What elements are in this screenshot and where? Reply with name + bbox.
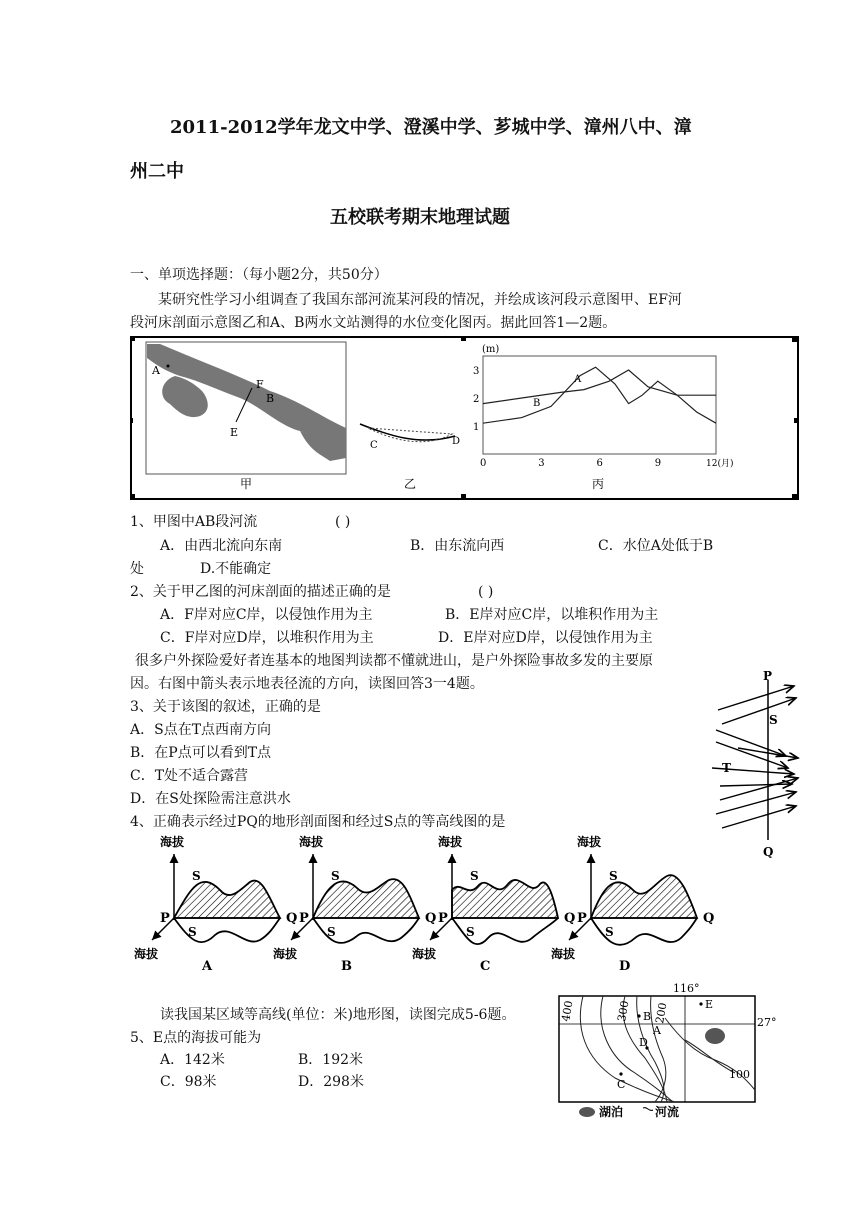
section-heading: 一、单项选择题：（每小题2分，共50分） [130,267,388,283]
q1-option-b: B．由东流向西 [410,538,505,554]
label-d: D [452,436,461,447]
profile-ylabel-bottom: 海拔 [412,947,437,961]
profile-q: Q [703,911,715,926]
q1-option-c-cont: 处 [130,561,144,577]
profile-ylabel-bottom: 海拔 [551,947,576,961]
profile-s-bottom: S [605,925,614,939]
y-tick-label: 3 [473,366,480,377]
profile-ylabel-bottom: 海拔 [273,947,298,961]
x-tick-label: 6 [596,458,603,469]
panel-jia-label: 甲 [240,477,253,491]
profile-ylabel-bottom: 海拔 [134,947,159,961]
profile-s-bottom: S [188,925,197,939]
q2-paren: ( ) [478,584,494,600]
y-tick-label: 1 [473,422,480,433]
q3-option-a: A．S点在T点西南方向 [130,722,272,738]
profile-letter: A [202,959,213,974]
map-c200: 200 [653,1001,670,1025]
profile-p: P [299,911,309,926]
profile-option [551,834,714,974]
profile-p: P [577,911,587,926]
q1-option-a: A．由西北流向东南 [160,538,283,554]
label-p: P [763,669,773,683]
q1-paren: ( ) [335,514,351,530]
profile-letter: D [619,959,631,974]
figure-runoff [708,668,806,858]
panel-bing [473,344,733,491]
profile-s-bottom: S [466,925,475,939]
q5-option-d: D．298米 [298,1074,364,1090]
map-label-c: C [617,1078,626,1091]
map-label-e: E [705,998,714,1011]
panel-bing-label: 丙 [592,477,605,491]
label-q: Q [763,845,774,859]
profile-letter: C [480,959,491,974]
title-line-2: 州二中 [130,161,184,182]
label-c: C [370,440,378,451]
label-b: B [266,392,275,405]
map-c400: 400 [559,999,576,1023]
map-lat: 27° [757,1016,777,1029]
map-label-d: D [639,1036,648,1049]
q5-option-b: B．192米 [298,1052,364,1068]
profile-letter: B [341,959,352,974]
map-c300: 300 [615,999,632,1023]
label-a: A [152,364,160,377]
label-s: S [769,713,778,727]
profile-q: Q [425,911,437,926]
q1-option-d: D.不能确定 [200,561,272,577]
q5-option-c: C．98米 [160,1074,217,1090]
panel-yi [360,424,460,491]
q2-option-c: C．F岸对应D岸，以堆积作用为主 [160,630,374,646]
profile-ylabel: 海拔 [438,835,463,849]
profile-s-top: S [609,869,618,883]
title-line-1: 2011-2012学年龙文中学、澄溪中学、芗城中学、漳州八中、漳 [170,117,692,138]
series-a-label: A [574,374,582,385]
profile-s-top: S [192,869,201,883]
map-lon: 116° [673,982,700,995]
profile-ylabel: 海拔 [299,835,324,849]
profile-p: P [438,911,448,926]
x-tick-label: 3 [538,458,545,469]
chart-ylabel: (m) [482,344,500,355]
q2-stem: 2、关于甲乙图的河床剖面的描述正确的是 [130,584,391,600]
q2-option-d: D．E岸对应D岸，以侵蚀作用为主 [438,630,653,646]
figure-contour-map [555,978,785,1124]
title-line-3: 五校联考期末地理试题 [330,207,510,228]
profile-p: P [160,911,170,926]
q3-stem: 3、关于该图的叙述，正确的是 [130,699,321,715]
profile-ylabel: 海拔 [577,835,602,849]
profile-s-top: S [331,869,340,883]
q2-option-a: A．F岸对应C岸，以侵蚀作用为主 [160,607,373,623]
series-b-label: B [533,398,541,409]
legend-lake: 湖泊 [599,1105,624,1119]
label-f: F [256,378,264,391]
q2-option-b: B．E岸对应C岸，以堆积作用为主 [445,607,659,623]
intro-line-2: 段河床剖面示意图乙和A、B两水文站测得的水位变化图丙。据此回答1—2题。 [130,315,617,331]
map-c100: 100 [729,1068,750,1081]
q4-stem: 4、正确表示经过PQ的地形剖面图和经过S点的等高线图的是 [130,814,506,830]
profile-q: Q [286,911,298,926]
profile-s-bottom: S [327,925,336,939]
q3-option-b: B．在P点可以看到T点 [130,745,272,761]
passage2-line-1: 很多户外探险爱好者连基本的地图判读都不懂就进山，是户外探险事故多发的主要原 [135,653,653,669]
q1-option-c: C．水位A处低于B [598,538,714,554]
passage3-line-1: 读我国某区域等高线(单位：米)地形图，读图完成5-6题。 [160,1007,516,1023]
map-label-b: B [643,1010,652,1023]
x-tick-label: 0 [480,458,487,469]
y-tick-label: 2 [473,394,480,405]
q3-option-d: D．在S处探险需注意洪水 [130,791,291,807]
passage2-line-2: 因。右图中箭头表示地表径流的方向，读图回答3一4题。 [130,676,484,692]
q1-stem: 1、甲图中AB段河流 [130,514,258,530]
label-t: T [722,761,731,775]
figure-profiles [130,830,715,980]
intro-line-1: 某研究性学习小组调查了我国东部河流某河段的情况，并绘成该河段示意图甲、EF河 [158,292,682,308]
profile-ylabel: 海拔 [160,835,185,849]
label-e: E [230,426,239,439]
panel-jia [146,342,346,491]
x-tick-label: 9 [654,458,662,469]
profile-s-top: S [470,869,479,883]
chart-xunit: 12(月) [706,459,734,469]
map-label-a: A [653,1024,661,1037]
figure-river [130,336,800,501]
profile-q: Q [564,911,576,926]
q5-stem: 5、E点的海拔可能为 [130,1030,262,1046]
q5-option-a: A．142米 [160,1052,225,1068]
q3-option-c: C．T处不适合露营 [130,768,249,784]
legend-river: 河流 [655,1105,680,1119]
panel-yi-label: 乙 [404,477,417,491]
